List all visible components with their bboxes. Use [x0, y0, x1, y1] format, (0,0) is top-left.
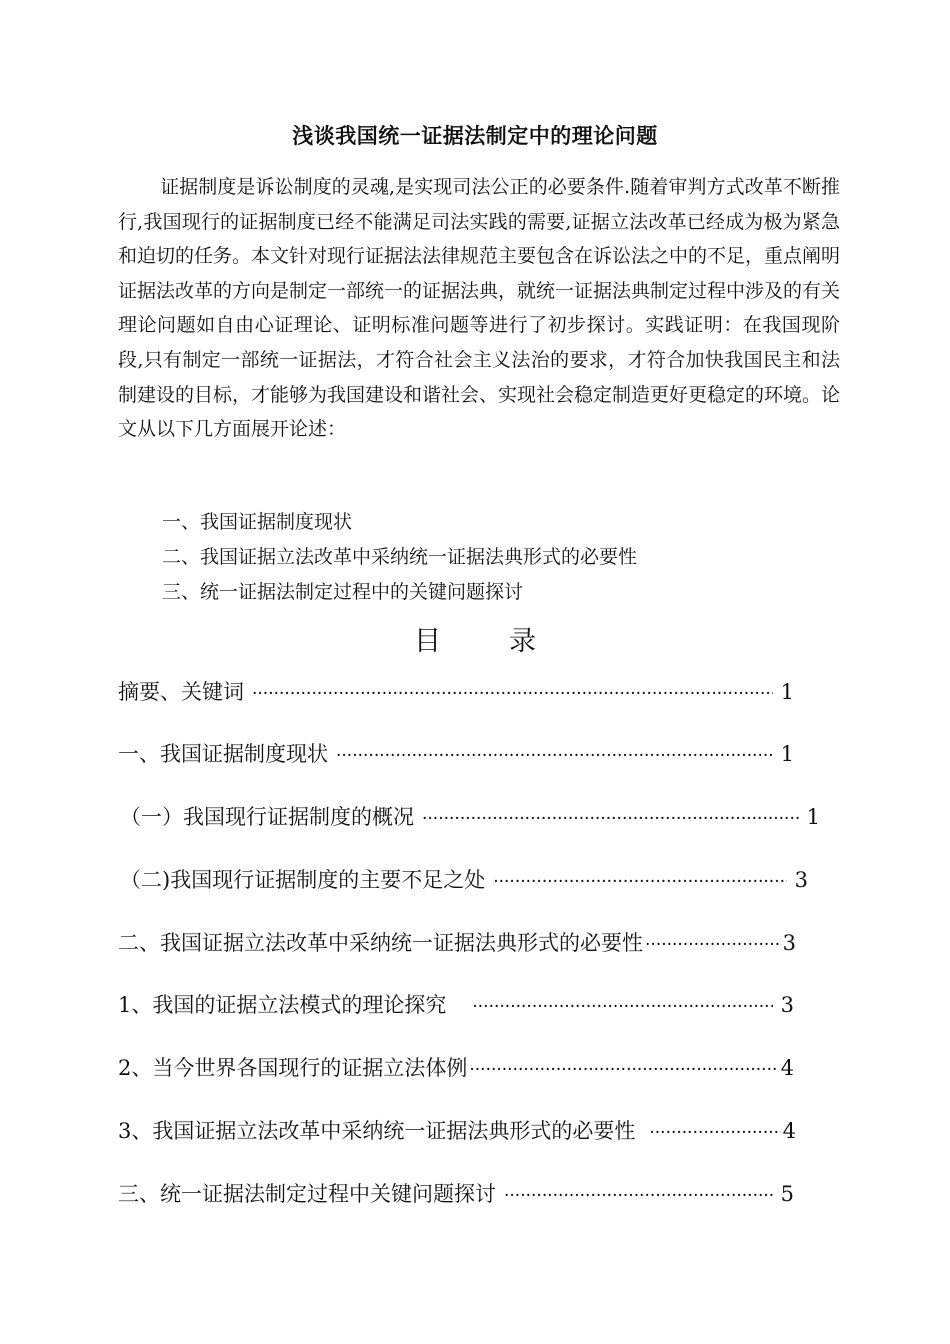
- toc-entry-label: 摘要、关键词: [118, 680, 244, 704]
- toc-entry-label: （一）我国现行证据制度的概况: [120, 805, 414, 829]
- outline-item-2: 二、我国证据立法改革中采纳统一证据法典形式的必要性: [162, 546, 638, 568]
- toc-heading-char-1: 目: [414, 626, 441, 657]
- toc-entry[interactable]: [118, 1176, 794, 1214]
- toc-dot-leader: [493, 864, 786, 900]
- toc-entry-page: 1: [806, 805, 820, 829]
- toc-entry-label: 3、我国证据立法改革中采纳统一证据法典形式的必要性: [118, 1119, 636, 1143]
- toc-entry-page: 4: [780, 1056, 794, 1080]
- toc-dot-leader: [472, 989, 772, 1025]
- abstract-paragraph: [118, 170, 840, 447]
- toc-entry-page: 3: [780, 993, 794, 1017]
- toc-dot-leader: [336, 738, 773, 774]
- toc-entry-page: 3: [794, 868, 808, 892]
- toc-dot-leader: [469, 1052, 778, 1088]
- toc-entry[interactable]: [120, 862, 808, 900]
- toc-entry[interactable]: [118, 987, 794, 1025]
- toc-dot-leader: [422, 801, 799, 837]
- toc-entry-page: 3: [782, 931, 796, 955]
- toc-entry[interactable]: [118, 674, 794, 712]
- toc-entry-page: 1: [780, 680, 794, 704]
- toc-dot-leader: [649, 1115, 780, 1151]
- toc-entry-label: （二)我国现行证据制度的主要不足之处: [120, 868, 486, 892]
- toc-entry-label: 一、我国证据制度现状: [118, 742, 328, 766]
- toc-entry[interactable]: [118, 925, 796, 963]
- toc-entry-label: 三、统一证据法制定过程中关键问题探讨: [118, 1182, 496, 1206]
- outline-item-3: 三、统一证据法制定过程中的关键问题探讨: [162, 581, 524, 603]
- toc-dot-leader: [504, 1178, 773, 1214]
- abstract-text: 证据制度是诉讼制度的灵魂,是实现司法公正的必要条件.随着审判方式改革不断推行,我国现行的证据制度已经不能满足司法实践的需要,证据立法改革已经成为极为紧急和迫切的任务。本文针对现行证据法法律规范主要包含在诉讼法之中的不足，重点阐明证据法改革的方向是制定一部统一的证据法典，就统一证据法典制定过程中涉及的有关理论问题如自由心证理论、证明标准问题等进行了初步探讨。实践证明：在我国现阶段,只有制定一部统一证据法，才符合社会主义法治的要求，才符合加快我国民主和法制建设的目标，才能够为我国建设和谐社会、实现社会稳定制造更好更稳定的环境。论文从以下几方面展开论述：: [118, 176, 841, 441]
- toc-entry[interactable]: [118, 1050, 794, 1088]
- toc-entry-page: 1: [780, 742, 794, 766]
- toc-entry-label: 2、当今世界各国现行的证据立法体例: [118, 1056, 468, 1080]
- toc-entry[interactable]: [118, 1113, 796, 1151]
- toc-dot-leader: [645, 927, 781, 963]
- toc-entry-page: 5: [780, 1182, 794, 1206]
- toc-dot-leader: [252, 676, 773, 712]
- toc-heading-char-2: 录: [509, 626, 536, 657]
- toc-entry-label: 二、我国证据立法改革中采纳统一证据法典形式的必要性: [118, 931, 643, 955]
- toc-entry[interactable]: [118, 736, 794, 774]
- toc-heading: [0, 622, 950, 662]
- toc-entry[interactable]: [120, 799, 820, 837]
- outline-item-1: 一、我国证据制度现状: [162, 511, 353, 533]
- toc-entry-label: 1、我国的证据立法模式的理论探究: [118, 993, 447, 1017]
- toc-entry-page: 4: [782, 1119, 796, 1143]
- document-title: 浅谈我国统一证据法制定中的理论问题: [292, 124, 658, 148]
